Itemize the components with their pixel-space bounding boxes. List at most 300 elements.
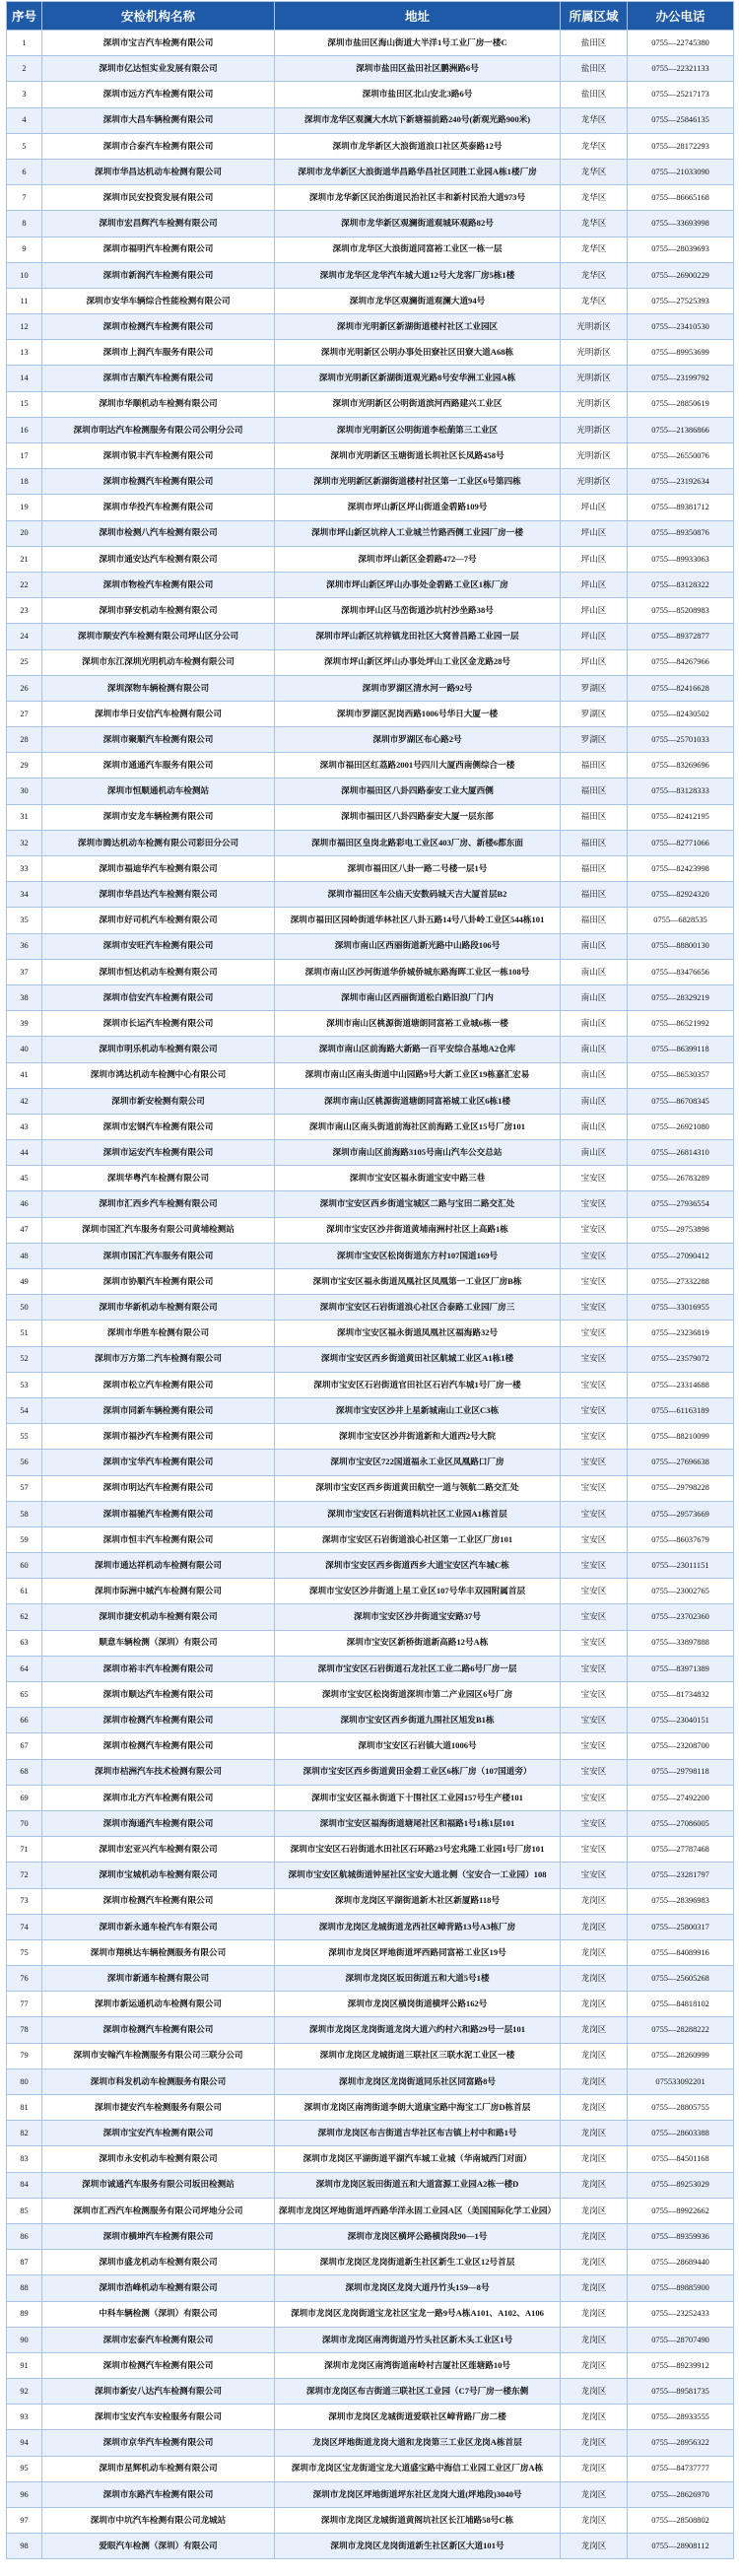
district: 福田区 (561, 753, 628, 779)
office-phone: 0755—83128322 (628, 572, 734, 597)
office-phone: 0755—6828535 (628, 908, 734, 933)
agency-name: 深圳市安龙车辆检测有限公司 (42, 804, 275, 830)
office-phone: 0755—84089916 (628, 1939, 734, 1965)
agency-address: 深圳市宝安区航城街道钟屋社区宝安大道北侧（宝安合一工业园）108 (275, 1863, 561, 1888)
office-phone: 0755—27787468 (628, 1837, 734, 1863)
agency-name: 深圳市永安机动车检测有限公司 (42, 2146, 275, 2172)
row-index: 14 (7, 366, 42, 391)
table-row (7, 1656, 734, 1681)
agency-address: 深圳市南山区西丽街道松白路旧浪厂门内 (275, 984, 561, 1010)
agency-address: 深圳市坪山新区坪山办事处坪山工业区金龙路28号 (275, 649, 561, 675)
agency-name: 深圳市安华车辆综合性能检测有限公司 (42, 288, 275, 313)
table-row (7, 340, 734, 366)
agency-name: 深圳市科发机动车检测服务有限公司 (42, 2068, 275, 2094)
table-row (7, 984, 734, 1010)
table-row (7, 1243, 734, 1268)
row-index: 23 (7, 598, 42, 624)
district: 宝安区 (561, 1759, 628, 1785)
office-phone: 0755—89350876 (628, 520, 734, 546)
table-row (7, 1346, 734, 1372)
row-index: 78 (7, 2017, 42, 2043)
agency-address: 深圳市光明新区公明街道滨河西路建兴工业区 (275, 391, 561, 417)
district: 宝安区 (561, 1217, 628, 1243)
agency-address: 深圳市福田区皇岗北路彩电工业区403厂房、新楼6都东面 (275, 830, 561, 855)
agency-name: 深圳市国汇汽车服务有限公司 (42, 1243, 275, 1268)
row-index: 41 (7, 1062, 42, 1088)
agency-name: 深圳市华昌达机动车检测有限公司 (42, 159, 275, 184)
agency-name: 深圳市民安投资发展有限公司 (42, 185, 275, 211)
table-row (7, 56, 734, 82)
office-phone: 0755—28172293 (628, 133, 734, 159)
office-phone: 0755—83128333 (628, 779, 734, 804)
office-phone: 0755—89922662 (628, 2198, 734, 2223)
table-row (7, 1295, 734, 1321)
agency-name: 深圳市新润汽车检测有限公司 (42, 262, 275, 288)
district: 光明新区 (561, 340, 628, 366)
office-phone: 0755—23410530 (628, 314, 734, 340)
agency-name: 中科车辆检测（深圳）有限公司 (42, 2301, 275, 2327)
district: 龙岗区 (561, 2068, 628, 2094)
row-index: 58 (7, 1501, 42, 1526)
agency-address: 深圳市龙华新区大浪街道浪口社区英泰路12号 (275, 133, 561, 159)
agency-address: 深圳市宝安区松岗街道东方村107国道169号 (275, 1243, 561, 1268)
table-row (7, 2068, 734, 2094)
agency-address: 深圳市龙岗区布吉街道三联社区工业园（C7号厂房一楼东侧 (275, 2379, 561, 2405)
agency-address: 深圳市福田区八卦四路泰安工业大厦西侧 (275, 779, 561, 804)
row-index: 13 (7, 340, 42, 366)
table-row (7, 1397, 734, 1423)
office-phone: 0755—23252433 (628, 2301, 734, 2327)
table-row (7, 2301, 734, 2327)
table-body (7, 31, 734, 2559)
row-index: 2 (7, 56, 42, 82)
district: 罗湖区 (561, 701, 628, 726)
district: 福田区 (561, 804, 628, 830)
row-index: 46 (7, 1191, 42, 1217)
table-row (7, 2456, 734, 2481)
office-phone: 0755—28689440 (628, 2250, 734, 2275)
district: 罗湖区 (561, 727, 628, 753)
table-row (7, 1785, 734, 1810)
office-phone: 0755—83476656 (628, 959, 734, 984)
agency-name: 深圳市检测汽车检测有限公司 (42, 314, 275, 340)
agency-address: 深圳市宝安区沙井街道上星工业区107号华丰双园附属首层 (275, 1579, 561, 1604)
district: 南山区 (561, 1011, 628, 1037)
table-row (7, 1604, 734, 1630)
table-row (7, 2405, 734, 2430)
agency-name: 深圳市明达汽车检测有限公司 (42, 1475, 275, 1501)
office-phone: 0755—86037679 (628, 1526, 734, 1552)
agency-name: 深圳市锐丰汽车检测有限公司 (42, 443, 275, 469)
office-phone: 0755—28508802 (628, 2508, 734, 2534)
table-row (7, 830, 734, 855)
agency-name: 深圳市腾达机动车检测有限公司彩田分公司 (42, 830, 275, 855)
row-index: 72 (7, 1863, 42, 1888)
district: 龙华区 (561, 237, 628, 262)
district: 罗湖区 (561, 675, 628, 701)
row-index: 53 (7, 1372, 42, 1397)
agency-name: 深圳市亿达恒实业发展有限公司 (42, 56, 275, 82)
table-row (7, 649, 734, 675)
district: 宝安区 (561, 1810, 628, 1836)
office-phone: 0755—25605268 (628, 1966, 734, 1992)
agency-address: 深圳市龙岗区平湖街道新木社区新厦路118号 (275, 1888, 561, 1914)
row-index: 60 (7, 1553, 42, 1579)
table-row (7, 185, 734, 211)
office-phone: 0755—21033090 (628, 159, 734, 184)
table-row (7, 520, 734, 546)
office-phone: 0755—83269696 (628, 753, 734, 779)
row-index: 21 (7, 546, 42, 572)
office-phone: 0755—29753898 (628, 1217, 734, 1243)
table-row (7, 1888, 734, 1914)
agency-name: 深圳华粤汽车检测有限公司 (42, 1166, 275, 1191)
agency-name: 深圳市明乐机动车检测有限公司 (42, 1037, 275, 1062)
row-index: 25 (7, 649, 42, 675)
office-phone: 0755—22321133 (628, 56, 734, 82)
office-phone: 0755—26900229 (628, 262, 734, 288)
agency-name: 深圳市上润汽车服务有限公司 (42, 340, 275, 366)
agency-address: 深圳市宝安区石岩街道水田社区石环路23号宏兆隆工业园1号厂房101 (275, 1837, 561, 1863)
agency-address: 深圳市光明新区新湖街道楼村社区第一工业区6号第四栋 (275, 469, 561, 495)
district: 龙岗区 (561, 1939, 628, 1965)
district: 坪山区 (561, 598, 628, 624)
agency-name: 深圳市捷安机动车检测有限公司 (42, 1604, 275, 1630)
agency-name: 深圳市桔洲汽车技术检测有限公司 (42, 1759, 275, 1785)
table-row (7, 959, 734, 984)
agency-name: 深圳市恒丰汽车检测有限公司 (42, 1526, 275, 1552)
district: 宝安区 (561, 1837, 628, 1863)
agency-name: 深圳市浩峰机动车检测有限公司 (42, 2275, 275, 2301)
agency-name: 深圳市长运汽车检测有限公司 (42, 1011, 275, 1037)
row-index: 57 (7, 1475, 42, 1501)
office-phone: 0755—33016955 (628, 1295, 734, 1321)
row-index: 86 (7, 2223, 42, 2249)
row-index: 31 (7, 804, 42, 830)
agency-name: 深圳市大昌车辆检测有限公司 (42, 107, 275, 133)
row-index: 68 (7, 1759, 42, 1785)
row-index: 27 (7, 701, 42, 726)
agency-address: 深圳市光明新区新湖街道观光路8号安华洲工业园A栋 (275, 366, 561, 391)
agency-name: 深圳市宝安汽车安检服务有限公司 (42, 2405, 275, 2430)
agency-name: 深圳市明达汽车检测服务有限公司公明分公司 (42, 417, 275, 442)
office-phone: 0755—27936554 (628, 1191, 734, 1217)
office-phone: 0755—88210099 (628, 1424, 734, 1450)
row-index: 7 (7, 185, 42, 211)
office-phone: 0755—25217173 (628, 82, 734, 107)
office-phone: 0755—23040151 (628, 1708, 734, 1733)
table-row (7, 2146, 734, 2172)
row-index: 17 (7, 443, 42, 469)
row-index: 22 (7, 572, 42, 597)
office-phone: 0755—28288222 (628, 2017, 734, 2043)
table-row (7, 1372, 734, 1397)
table-row (7, 1810, 734, 1836)
table-row (7, 675, 734, 701)
office-phone: 0755—28329219 (628, 984, 734, 1010)
agency-name: 深圳市诚通汽车服务有限公司坂田检测站 (42, 2172, 275, 2198)
district: 宝安区 (561, 1243, 628, 1268)
office-phone: 0755—84737777 (628, 2456, 734, 2481)
agency-name: 深圳市宏钢汽车检测有限公司 (42, 1114, 275, 1139)
office-phone: 0755—82771066 (628, 830, 734, 855)
agency-address: 深圳市宝安区沙井上星新城南山工业区C3栋 (275, 1397, 561, 1423)
agency-name: 深圳市远方汽车检测有限公司 (42, 82, 275, 107)
row-index: 4 (7, 107, 42, 133)
agency-address: 深圳市宝安区石岩街道浪心社区第一工业区厂房101 (275, 1526, 561, 1552)
office-phone: 0755—88800130 (628, 933, 734, 959)
row-index: 89 (7, 2301, 42, 2327)
agency-address: 深圳市宝安区西乡街道黄田航空一道与领航二路交汇处 (275, 1475, 561, 1501)
office-phone: 0755—33693998 (628, 211, 734, 237)
table-row (7, 2043, 734, 2068)
header-district: 所属区域 (561, 2, 628, 31)
office-phone: 0755—86521992 (628, 1011, 734, 1037)
table-row (7, 624, 734, 649)
office-phone: 0755—33897888 (628, 1630, 734, 1656)
office-phone: 0755—25800317 (628, 1914, 734, 1939)
district: 龙岗区 (561, 2146, 628, 2172)
agency-address: 深圳市宝安区松岗街道深圳市第二产业园区6号厂房 (275, 1682, 561, 1708)
district: 宝安区 (561, 1372, 628, 1397)
table-row (7, 1553, 734, 1579)
table-row (7, 1166, 734, 1191)
table-row (7, 1114, 734, 1139)
agency-name: 深圳市新通车检测有限公司 (42, 1966, 275, 1992)
agency-name: 深圳市驿安机动车检测有限公司 (42, 598, 275, 624)
district: 宝安区 (561, 1346, 628, 1372)
table-row (7, 908, 734, 933)
district: 坪山区 (561, 649, 628, 675)
agency-address: 深圳市龙岗区南湾街道李朗大道康宝路中海宝工厂房D栋首层 (275, 2095, 561, 2121)
table-row (7, 1837, 734, 1863)
agency-address: 深圳市龙华新区民治街道民治社区丰和新村民治大道973号 (275, 185, 561, 211)
table-row (7, 82, 734, 107)
district: 光明新区 (561, 443, 628, 469)
agency-address: 深圳市南山区前海路3105号南山汽车公交总站 (275, 1140, 561, 1166)
district: 宝安区 (561, 1553, 628, 1579)
row-index: 19 (7, 495, 42, 520)
agency-address: 深圳市龙岗区南湾街道丹竹头社区新木头工业区1号 (275, 2327, 561, 2352)
agency-address: 深圳市宝安区西乡街道宝城区二路与宝田二路交汇处 (275, 1191, 561, 1217)
table-row (7, 1579, 734, 1604)
agency-address: 深圳市罗湖区布心路2号 (275, 727, 561, 753)
district: 南山区 (561, 1114, 628, 1139)
agency-name: 深圳市新安检测有限公司 (42, 1088, 275, 1114)
table-row (7, 1269, 734, 1295)
row-index: 95 (7, 2456, 42, 2481)
row-index: 97 (7, 2508, 42, 2534)
header-index: 序号 (7, 2, 42, 31)
agency-name: 深圳市吉顺汽车检测有限公司 (42, 366, 275, 391)
agency-name: 深圳市京华汽车检测有限公司 (42, 2430, 275, 2456)
agency-name: 深圳市检测汽车检测有限公司 (42, 1888, 275, 1914)
row-index: 10 (7, 262, 42, 288)
agency-name: 深圳市华胜车检测有限公司 (42, 1321, 275, 1346)
table-row (7, 1088, 734, 1114)
district: 宝安区 (561, 1604, 628, 1630)
table-row (7, 779, 734, 804)
district: 南山区 (561, 984, 628, 1010)
row-index: 88 (7, 2275, 42, 2301)
agency-name: 深圳深物车辆检测有限公司 (42, 675, 275, 701)
office-phone: 075533092201 (628, 2068, 734, 2094)
office-phone: 0755—86530357 (628, 1062, 734, 1088)
table-row (7, 1939, 734, 1965)
office-phone: 0755—89372877 (628, 624, 734, 649)
agency-name: 深圳市宝安汽车检测有限公司 (42, 2121, 275, 2146)
row-index: 26 (7, 675, 42, 701)
agency-name: 深圳市福迪华汽车检测有限公司 (42, 856, 275, 882)
agency-address: 深圳市龙岗区龙城街道龙西社区嶂背路13号A3栋厂房 (275, 1914, 561, 1939)
table-row (7, 1217, 734, 1243)
district: 龙岗区 (561, 2223, 628, 2249)
table-row (7, 2352, 734, 2378)
district: 龙岗区 (561, 2352, 628, 2378)
office-phone: 0755—89253029 (628, 2172, 734, 2198)
table-row (7, 546, 734, 572)
row-index: 52 (7, 1346, 42, 1372)
district: 盐田区 (561, 31, 628, 56)
district: 宝安区 (561, 1450, 628, 1475)
row-index: 3 (7, 82, 42, 107)
agency-name: 深圳市福沙汽车检测有限公司 (42, 1424, 275, 1450)
office-phone: 0755—84501168 (628, 2146, 734, 2172)
row-index: 45 (7, 1166, 42, 1191)
district: 宝安区 (561, 1166, 628, 1191)
row-index: 71 (7, 1837, 42, 1863)
agency-name: 深圳市检测汽车检测有限公司 (42, 2352, 275, 2378)
agency-address: 深圳市宝安区西乡街道黄田社区航城工业区A1栋1楼 (275, 1346, 561, 1372)
agency-name: 深圳市恒顺通机动车检测站 (42, 779, 275, 804)
district: 宝安区 (561, 1269, 628, 1295)
agency-address: 深圳市南山区前海路大新路一百平安综合基地A2仓库 (275, 1037, 561, 1062)
table-row (7, 1321, 734, 1346)
table-row (7, 1140, 734, 1166)
district: 龙岗区 (561, 2508, 628, 2534)
row-index: 93 (7, 2405, 42, 2430)
office-phone: 0755—28933555 (628, 2405, 734, 2430)
table-row (7, 1037, 734, 1062)
row-index: 82 (7, 2121, 42, 2146)
agency-address: 深圳市盐田区海山街道大半洋1号工业厂房一楼C (275, 31, 561, 56)
office-phone: 0755—26783289 (628, 1166, 734, 1191)
office-phone: 0755—89953699 (628, 340, 734, 366)
agency-address: 深圳市龙华新区观澜街道观城环观路82号 (275, 211, 561, 237)
row-index: 12 (7, 314, 42, 340)
district: 龙华区 (561, 288, 628, 313)
office-phone: 0755—86708345 (628, 1088, 734, 1114)
agency-name: 深圳市海通汽车检测有限公司 (42, 1810, 275, 1836)
row-index: 42 (7, 1088, 42, 1114)
agency-name: 深圳市新运通机动车检测有限公司 (42, 1992, 275, 2017)
row-index: 39 (7, 1011, 42, 1037)
table-header-row (7, 2, 734, 31)
agency-name: 深圳市宏泰汽车检测有限公司 (42, 2327, 275, 2352)
district: 福田区 (561, 908, 628, 933)
office-phone: 0755—28626970 (628, 2481, 734, 2507)
table-row (7, 1501, 734, 1526)
agency-name: 深圳市华顺机动车检测有限公司 (42, 391, 275, 417)
table-row (7, 2275, 734, 2301)
row-index: 85 (7, 2198, 42, 2223)
row-index: 18 (7, 469, 42, 495)
row-index: 59 (7, 1526, 42, 1552)
district: 南山区 (561, 1140, 628, 1166)
district: 坪山区 (561, 572, 628, 597)
agency-name: 深圳市检测八汽车检测有限公司 (42, 520, 275, 546)
district: 龙岗区 (561, 2456, 628, 2481)
agency-name: 深圳市物检汽车检测有限公司 (42, 572, 275, 597)
agency-name: 深圳市中坑汽车检测有限公司龙城站 (42, 2508, 275, 2534)
header-phone: 办公电话 (628, 2, 734, 31)
row-index: 73 (7, 1888, 42, 1914)
office-phone: 0755—89885900 (628, 2275, 734, 2301)
inspection-agency-table (6, 1, 734, 2559)
row-index: 30 (7, 779, 42, 804)
district: 坪山区 (561, 495, 628, 520)
agency-name: 深圳市宝吉汽车检测有限公司 (42, 31, 275, 56)
agency-address: 深圳市宝安区722国道福永工业区凤凰路口厂房 (275, 1450, 561, 1475)
agency-address: 深圳市龙岗区宝龙街道宝龙大道盛宝路中海信工业园工业区厂房A栋 (275, 2456, 561, 2481)
agency-address: 深圳市宝安区福永街道宝安中路三巷 (275, 1166, 561, 1191)
district: 南山区 (561, 1037, 628, 1062)
district: 龙华区 (561, 262, 628, 288)
agency-address: 深圳市宝安区石岩街道浪心社区合泰路工业园厂房三 (275, 1295, 561, 1321)
agency-address: 深圳市龙岗区坂田街道五和大道5号1楼 (275, 1966, 561, 1992)
agency-address: 深圳市龙岗区龙岗街道同乐社区同富路8号 (275, 2068, 561, 2094)
agency-name: 深圳市裕丰汽车检测有限公司 (42, 1656, 275, 1681)
agency-name: 深圳市国汇汽车服务有限公司黄埔检测站 (42, 1217, 275, 1243)
office-phone: 0755—23579072 (628, 1346, 734, 1372)
agency-name: 深圳市翔桃达车辆检测服务有限公司 (42, 1939, 275, 1965)
office-phone: 0755—26550076 (628, 443, 734, 469)
office-phone: 0755—82416628 (628, 675, 734, 701)
row-index: 87 (7, 2250, 42, 2275)
agency-address: 深圳市南山区南头街道中山园路9号大新工业区19栋嘉汇宏易 (275, 1062, 561, 1088)
agency-name: 深圳市协顺汽车检测有限公司 (42, 1269, 275, 1295)
office-phone: 0755—29798228 (628, 1475, 734, 1501)
agency-name: 深圳市新安八达汽车检测有限公司 (42, 2379, 275, 2405)
agency-address: 深圳市龙岗区龙岗街道新生社区新区大道101号 (275, 2534, 561, 2559)
district: 坪山区 (561, 624, 628, 649)
agency-address: 深圳市坪山新区坪山办事处金碧路工业区1栋厂房 (275, 572, 561, 597)
agency-address: 深圳市宝安区福永街道凤凰社区福海路32号 (275, 1321, 561, 1346)
row-index: 65 (7, 1682, 42, 1708)
district: 宝安区 (561, 1863, 628, 1888)
row-index: 84 (7, 2172, 42, 2198)
row-index: 49 (7, 1269, 42, 1295)
office-phone: 0755—84267966 (628, 649, 734, 675)
agency-address: 深圳市福田区红荔路2001号四川大厦西南侧综合一楼 (275, 753, 561, 779)
row-index: 15 (7, 391, 42, 417)
agency-address: 深圳市宝安区福永街道凤凰社区凤凰第一工业区厂房B栋 (275, 1269, 561, 1295)
table-row (7, 1630, 734, 1656)
district: 宝安区 (561, 1475, 628, 1501)
agency-name: 深圳市宏亚兴汽车检测有限公司 (42, 1837, 275, 1863)
table-row (7, 1475, 734, 1501)
agency-address: 深圳市坪山新区坪山街道金碧路109号 (275, 495, 561, 520)
agency-name: 深圳市万方第二汽车检测有限公司 (42, 1346, 275, 1372)
office-phone: 0755—89581735 (628, 2379, 734, 2405)
office-phone: 0755—89239912 (628, 2352, 734, 2378)
district: 坪山区 (561, 520, 628, 546)
district: 宝安区 (561, 1708, 628, 1733)
agency-address: 深圳市坪山新区金碧路472—7号 (275, 546, 561, 572)
office-phone: 0755—81734832 (628, 1682, 734, 1708)
row-index: 28 (7, 727, 42, 753)
row-index: 38 (7, 984, 42, 1010)
